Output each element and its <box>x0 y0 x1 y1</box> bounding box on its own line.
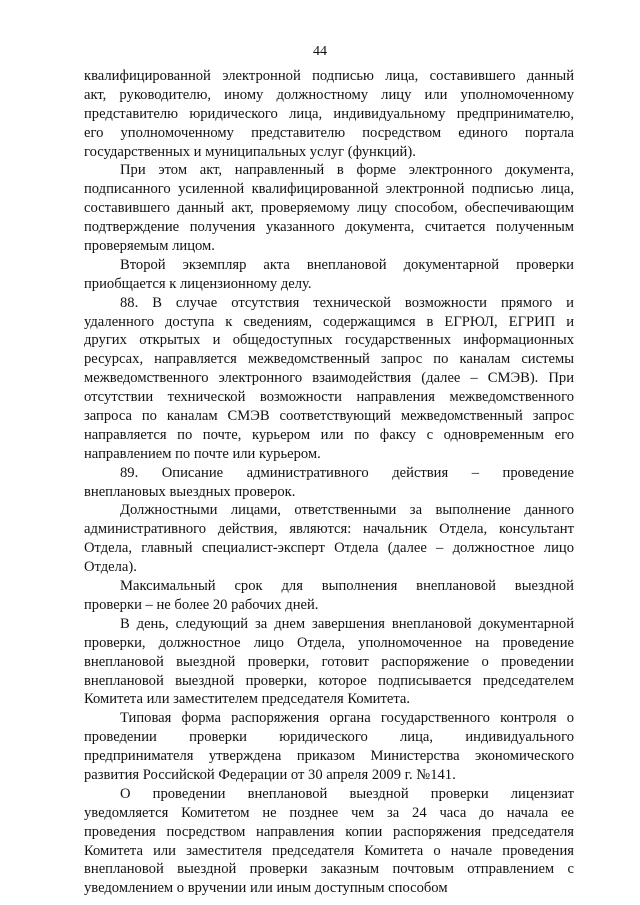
paragraph <box>84 615 574 709</box>
text-line: проведении проверки юридического лица, индивидуального <box>84 729 574 746</box>
text-line: Комитета или заместителем председателя Комитета. <box>84 691 411 708</box>
text-line: направлением по почте или курьером. <box>84 445 321 462</box>
text-line: запроса по каналам СМЭВ соответствующий межведомственный запрос <box>84 408 574 425</box>
paragraph <box>84 709 574 785</box>
text-line: отсутствии технической возможности направления межведомственного <box>84 389 574 406</box>
text-line: Комитета или заместителя председателя Комитета о начале проведения <box>84 842 574 859</box>
text-line: Второй экземпляр акта внеплановой документарной проверки <box>120 256 574 273</box>
text-line: внеплановых выездных проверок. <box>84 483 296 500</box>
text-line: других открытых и общедоступных государственных информационных <box>84 332 574 349</box>
text-line: проведения посредством направления копии распоряжения председателя <box>84 823 574 840</box>
page-number: 44 <box>313 44 327 59</box>
text-line: проверки – не более 20 рабочих дней. <box>84 596 319 613</box>
paragraph <box>84 501 574 577</box>
paragraph <box>84 785 574 898</box>
text-line: административного действия, являются: начальник Отдела, консультант <box>84 521 574 538</box>
text-line: развития Российской Федерации от 30 апреля 2009 г. №141. <box>84 766 456 783</box>
paragraph <box>84 67 574 161</box>
paragraph <box>84 464 574 502</box>
paragraph <box>84 256 574 294</box>
text-line: проверки, должностное лицо Отдела, уполномоченное на проведение <box>84 634 574 651</box>
text-line: уведомлением о вручении или иным доступным способом <box>84 880 448 897</box>
text-line: удаленного доступа к сведениям, содержащимся в ЕГРЮЛ, ЕГРИП и <box>84 313 574 330</box>
text-line: подписанного усиленной квалифицированной электронной подписью лица, <box>84 181 574 198</box>
text-line: Отдела). <box>84 559 137 576</box>
text-line: внеплановой выездной проверки заказным почтовым отправлением с <box>84 861 574 878</box>
text-line: акт, руководителю, иному должностному лицу или уполномоченному <box>84 86 574 103</box>
text-line: Максимальный срок для выполнения внеплановой выездной <box>120 578 574 595</box>
text-line: представителю юридического лица, индивидуальному предпринимателю, <box>84 105 574 122</box>
document-body <box>84 67 574 898</box>
text-line: 89. Описание административного действия – проведение <box>120 464 574 481</box>
text-line: внеплановой выездной проверки, которое подписывается председателем <box>84 672 574 689</box>
text-line: государственных и муниципальных услуг (функций). <box>84 143 416 160</box>
text-line: 88. В случае отсутствия технической возможности прямого и <box>120 294 574 311</box>
text-line: его уполномоченному представителю посредством единого портала <box>84 124 574 141</box>
text-line: квалифицированной электронной подписью лица, составившего данный <box>84 68 574 84</box>
text-line: составившего данный акт, проверяемому лицу способом, обеспечивающим <box>84 200 574 217</box>
text-line: внеплановой выездной проверки, готовит распоряжение о проведении <box>84 653 574 670</box>
paragraph <box>84 294 574 464</box>
text-line: уведомляется Комитетом не позднее чем за 24 часа до начала ее <box>84 804 574 821</box>
text-line: приобщается к лицензионному делу. <box>84 275 312 292</box>
text-line: направляется по почте, курьером или по факсу с одновременным его <box>84 426 574 443</box>
text-line: Отдела, главный специалист-эксперт Отдела (далее – должностное лицо <box>84 540 574 557</box>
text-line: межведомственного электронного взаимодействия (далее – СМЭВ). При <box>84 370 574 387</box>
text-line: предпринимателя утверждена приказом Министерства экономического <box>84 748 574 765</box>
text-line: Должностными лицами, ответственными за выполнение данного <box>120 502 574 519</box>
text-line: В день, следующий за днем завершения внеплановой документарной <box>120 615 574 632</box>
text-line: При этом акт, направленный в форме электронного документа, <box>120 162 574 179</box>
paragraph <box>84 161 574 255</box>
text-line: ресурсах, направляется межведомственный запрос по каналам системы <box>84 351 574 368</box>
text-line: проверяемым лицом. <box>84 238 215 255</box>
text-line: Типовая форма распоряжения органа государственного контроля о <box>120 710 574 727</box>
text-line: подтверждение получения указанного документа, считается полученным <box>84 219 574 236</box>
paragraph <box>84 577 574 615</box>
text-line: О проведении внеплановой выездной проверки лицензиат <box>120 785 574 802</box>
